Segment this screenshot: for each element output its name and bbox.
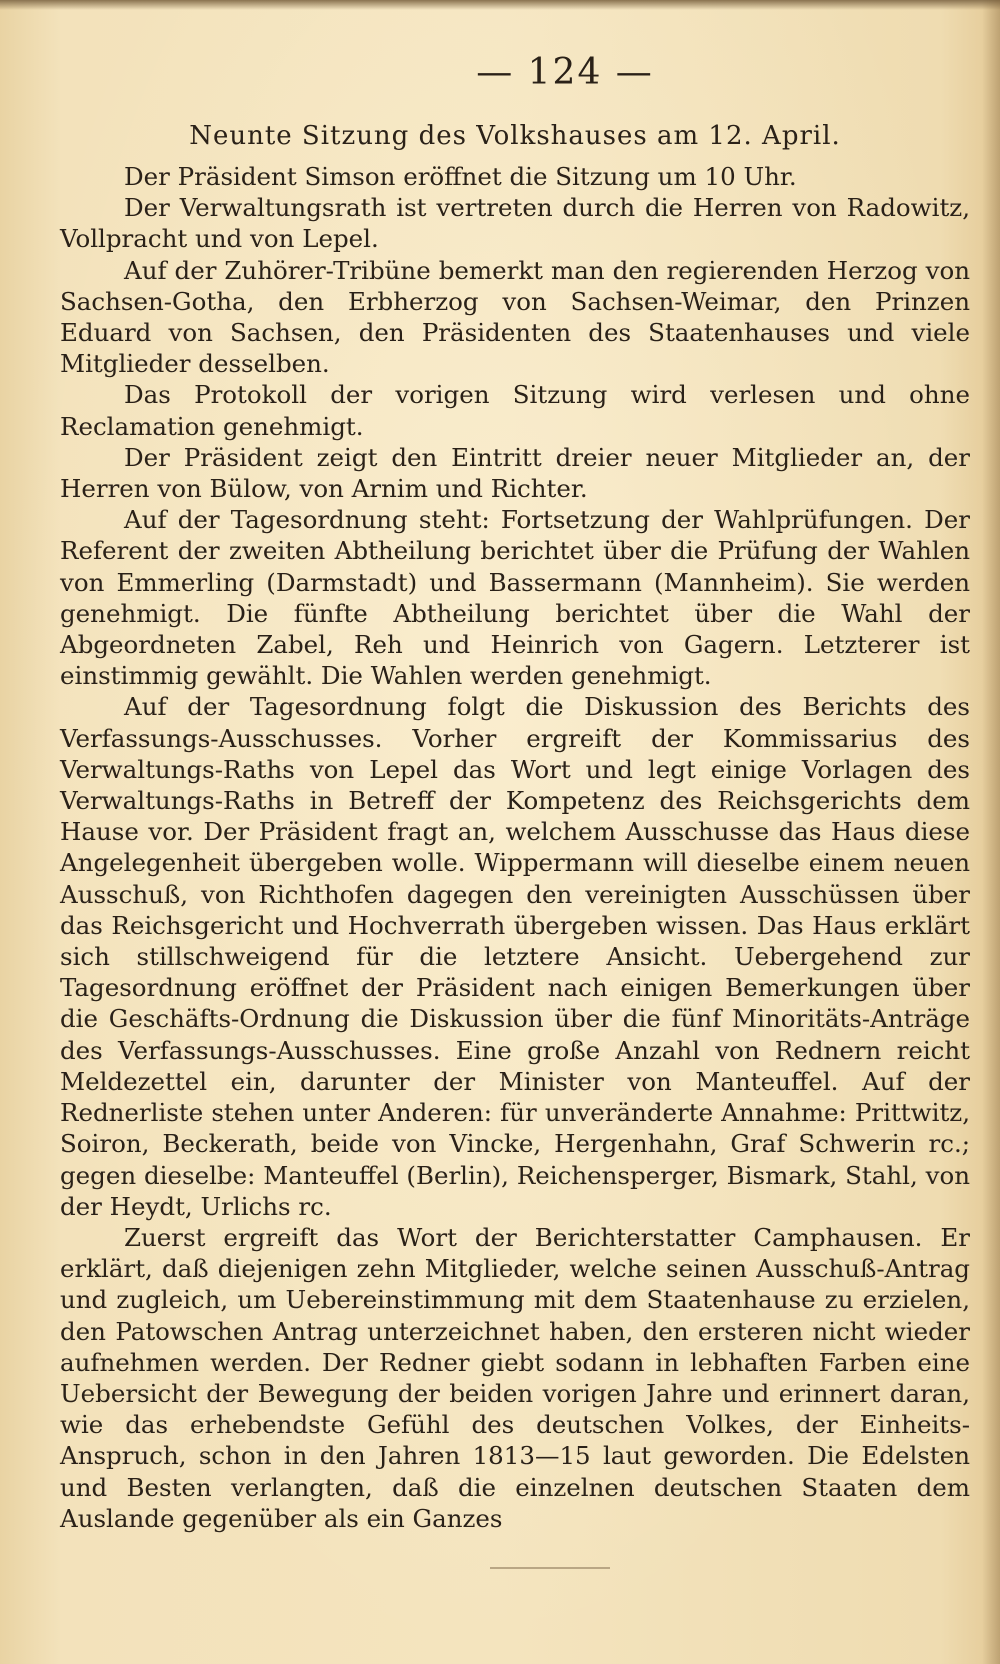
page-number: — 124 — (476, 52, 654, 93)
paragraph: Auf der Tagesordnung folgt die Diskussion des Berichts des Verfassungs-Ausschusses. Vorher ergreift der Kommissarius des Verwaltungs-Raths von Lepel das Wort und legt einige Vorlagen des Verwaltungs-Raths in Betreff der Kompetenz des Reichsgerichts dem Hause vor. Der Präsident fragt an, welchem Ausschusse das Haus diese Angelegenheit übergeben wolle. Wippermann will dieselbe einem neuen Ausschuß, von Richthofen dagegen den vereinigten Ausschüssen über das Reichsgericht und Hochverrath übergeben wissen. Das Haus erklärt sich stillschweigend für die letztere Ansicht. Uebergehend zur Tagesordnung eröffnet der Präsident nach einigen Bemerkungen über die Geschäfts-Ordnung die Diskussion über die fünf Minoritäts-Anträge des Verfassungs-Ausschusses. Eine große Anzahl von Rednern reicht Meldezettel ein, darunter der Minister von Manteuffel. Auf der Rednerliste stehen unter Anderen: für unveränderte Annahme: Prittwitz, Soiron, Beckerath, beide von Vincke, Hergenhahn, Graf Schwerin rc.; gegen dieselbe: Manteuffel (Berlin), Reichensperger, Bismark, Stahl, von der Heydt, Urlichs rc. (60, 692, 970, 1221)
page-right-edge (982, 0, 1000, 1664)
paragraph: Auf der Zuhörer-Tribüne bemerkt man den regierenden Herzog von Sachsen-Gotha, den Erbherzog von Sachsen-Weimar, den Prinzen Eduard von Sachsen, den Präsidenten des Staatenhauses und viele Mitglieder desselben. (60, 255, 970, 379)
body-text (60, 161, 970, 1534)
paragraph: Das Protokoll der vorigen Sitzung wird verlesen und ohne Reclamation genehmigt. (60, 380, 970, 441)
paragraph: Der Präsident Simson eröffnet die Sitzung um 10 Uhr. (124, 162, 797, 191)
paragraph: Der Verwaltungsrath ist vertreten durch die Herren von Radowitz, Vollpracht und von Lepel. (60, 193, 970, 254)
page-top-shadow (0, 0, 1000, 10)
footer-rule (490, 1567, 610, 1569)
paragraph: Der Präsident zeigt den Eintritt dreier neuer Mitglieder an, der Herren von Bülow, von Arnim und Richter. (60, 442, 970, 504)
section-heading: Neunte Sitzung des Volkshauses am 12. April. (189, 121, 841, 151)
paragraph: Zuerst ergreift das Wort der Berichterstatter Camphausen. Er erklärt, daß diejenigen zehn Mitglieder, welche seinen Ausschuß-Antrag und zugleich, um Uebereinstimmung mit dem Staatenhause zu erzielen, den Patowschen Antrag unterzeichnet haben, den ersteren nicht wieder aufnehmen werden. Der Redner giebt sodann in lebhaften Farben eine Uebersicht der Bewegung der beiden vorigen Jahre und erinnert daran, wie das erhebendste Gefühl des deutschen Volkes, der Einheits-Anspruch, schon in den Jahren 1813—15 laut geworden. Die Edelsten und Besten verlangten, daß die einzelnen deutschen Staaten dem Auslande gegenüber als ein Ganzes (60, 1222, 970, 1533)
paragraph: Auf der Tagesordnung steht: Fortsetzung der Wahlprüfungen. Der Referent der zweiten Abtheilung berichtet über die Prüfung der Wahlen von Emmerling (Darmstadt) und Bassermann (Mannheim). Sie werden genehmigt. Die fünfte Abtheilung berichtet über die Wahl der Abgeordneten Zabel, Reh und Heinrich von Gagern. Letzterer ist einstimmig gewählt. Die Wahlen werden genehmigt. (60, 505, 970, 691)
